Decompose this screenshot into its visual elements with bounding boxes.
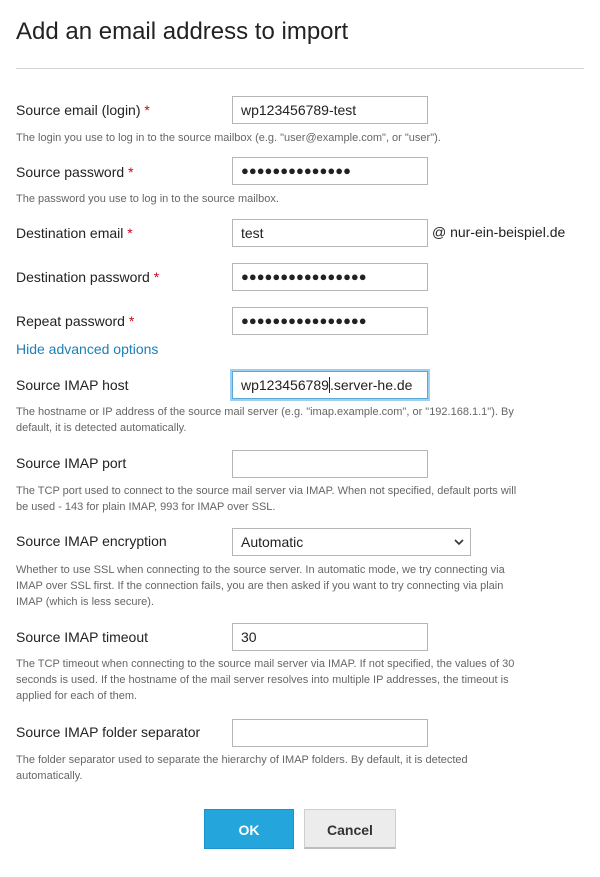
dialog-title: Add an email address to import [16, 18, 349, 45]
imap-host-label: Source IMAP host [16, 377, 129, 393]
source-password-input[interactable]: ●●●●●●●●●●●●●● [232, 157, 428, 185]
source-password-label-text: Source password [16, 164, 125, 180]
source-email-hint: The login you use to log in to the source mailbox (e.g. "user@example.com", or "user"). [16, 132, 441, 144]
imap-port-input[interactable] [232, 450, 428, 478]
cancel-button[interactable]: Cancel [304, 809, 396, 849]
destination-email-label-text: Destination email [16, 225, 124, 241]
hide-advanced-options-link[interactable]: Hide advanced options [16, 341, 159, 357]
repeat-password-input[interactable]: ●●●●●●●●●●●●●●●● [232, 307, 428, 335]
imap-port-hint: The TCP port used to connect to the source mail server via IMAP. When not specified, default ports will be used - 143 for plain IMAP, 993 for IMAP over SSL. [16, 485, 517, 513]
source-email-label [16, 102, 150, 118]
imap-host-value-end: .server-he.de [329, 377, 413, 393]
source-password-hint: The password you use to log in to the source mailbox. [16, 193, 279, 205]
imap-encryption-select[interactable] [232, 528, 471, 556]
imap-timeout-label: Source IMAP timeout [16, 629, 149, 645]
imap-host-input[interactable] [232, 371, 428, 399]
source-email-label-text: Source email (login) [16, 102, 141, 118]
imap-encryption-selected: Automatic [241, 534, 304, 550]
imap-host-hint: The hostname or IP address of the source mail server (e.g. "imap.example.com", or "192.168.1.1"). By default, it is detected automatically. [16, 406, 514, 434]
required-mark: * [127, 225, 133, 241]
required-mark: * [128, 164, 134, 180]
destination-password-input[interactable]: ●●●●●●●●●●●●●●●● [232, 263, 428, 291]
imap-folder-separator-input[interactable] [232, 719, 428, 747]
imap-port-label: Source IMAP port [16, 455, 127, 471]
title-divider [16, 68, 584, 69]
imap-timeout-hint: The TCP timeout when connecting to the source mail server via IMAP. If not specified, the values of 30 seconds is used. If the hostname of the mail server resolves into multiple IP addresses, the timeout is applied for each of them. [16, 658, 515, 702]
ok-button[interactable]: OK [204, 809, 294, 849]
destination-domain-suffix: @ nur-ein-beispiel.de [432, 224, 566, 240]
source-email-input[interactable]: wp123456789-test [232, 96, 428, 124]
source-password-label [16, 164, 134, 180]
required-mark: * [128, 313, 135, 329]
destination-password-label [16, 269, 159, 285]
imap-host-value-start: wp123456789 [241, 377, 329, 393]
imap-timeout-input[interactable]: 30 [232, 623, 428, 651]
destination-email-input[interactable]: test [232, 219, 428, 247]
imap-encryption-label: Source IMAP encryption [16, 533, 167, 549]
repeat-password-label [16, 313, 134, 329]
destination-password-label-text: Destination password [16, 269, 150, 285]
required-mark: * [153, 269, 160, 285]
repeat-password-label-text: Repeat password [16, 313, 125, 329]
imap-folder-separator-label: Source IMAP folder separator [16, 724, 201, 740]
imap-encryption-hint: Whether to use SSL when connecting to the source server. In automatic mode, we try connecting via IMAP over SSL first. If the connection fails, you are then asked if you want to try connecting via plain IMAP (which is less secure). [16, 564, 505, 608]
chevron-down-icon [454, 537, 464, 547]
imap-folder-separator-hint: The folder separator used to separate the hierarchy of IMAP folders. By default, it is detected automatically. [16, 754, 468, 782]
required-mark: * [144, 102, 150, 118]
destination-email-label [16, 225, 133, 241]
